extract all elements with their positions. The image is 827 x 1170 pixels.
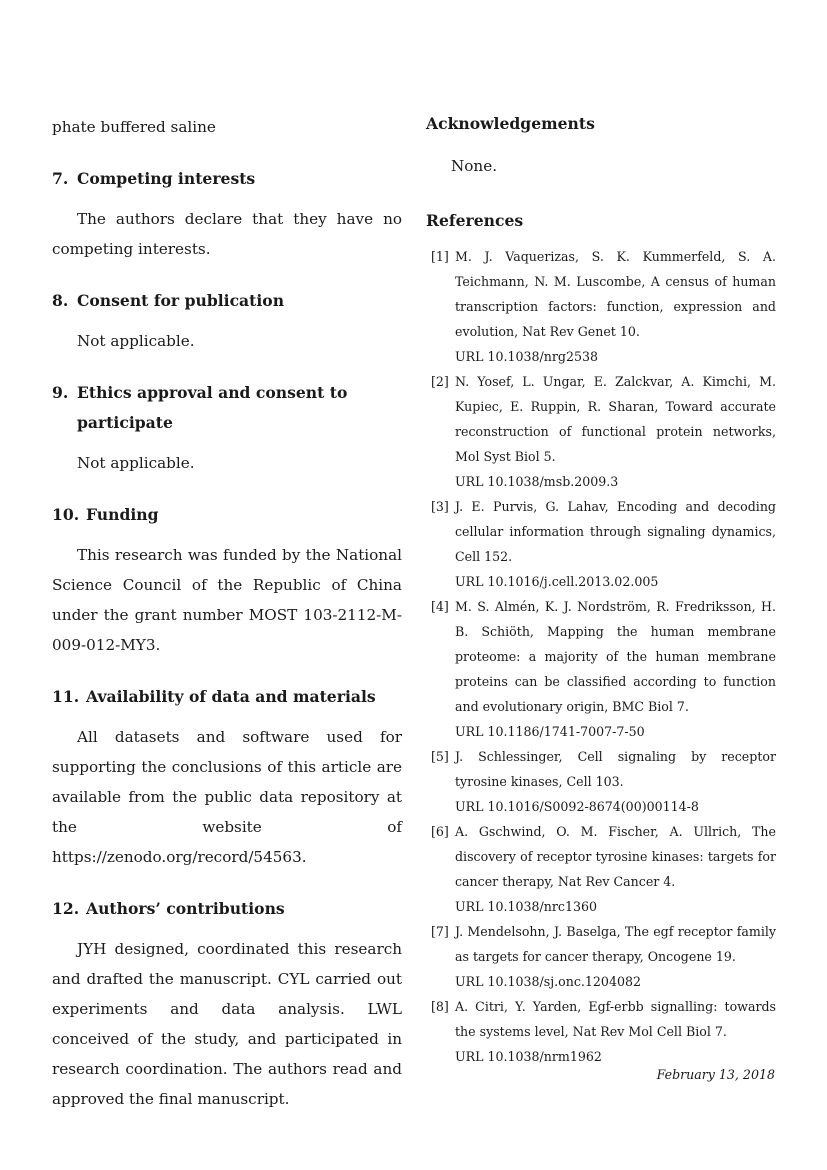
reference-text: A. Gschwind, O. M. Fischer, A. Ullrich, The discovery of receptor tyrosine kinases: targets for cancer therapy, Nat Rev Cancer 4.: [455, 824, 776, 889]
reference-number: [7]: [431, 924, 449, 939]
section-funding: [52, 500, 402, 660]
section-consent-for-publication: [52, 286, 402, 356]
reference-text: A. Citri, Y. Yarden, Egf-erbb signalling: towards the systems level, Nat Rev Mol Cell Biol 7.: [455, 999, 776, 1039]
reference-number: [5]: [431, 749, 449, 764]
reference-number: [6]: [431, 824, 449, 839]
reference-url[interactable]: URL 10.1016/S0092-8674(00)00114-8: [455, 799, 699, 814]
reference-url[interactable]: URL 10.1016/j.cell.2013.02.005: [455, 574, 659, 589]
section-number: 10.: [52, 505, 80, 524]
right-column: [426, 112, 776, 1069]
reference-number: [1]: [431, 249, 449, 264]
reference-url[interactable]: URL 10.1186/1741-7007-7-50: [455, 724, 645, 739]
acknowledgements-body: None.: [451, 157, 498, 175]
section-ethics-approval: [52, 378, 402, 478]
section-body: All datasets and software used for supporting the conclusions of this article are available from the public data repository at the website of https://zenodo.org/record/54563.: [52, 728, 402, 866]
reference-url[interactable]: URL 10.1038/nrc1360: [455, 899, 598, 914]
section-heading: [52, 500, 402, 530]
section-availability: [52, 682, 402, 872]
section-number: 8.: [52, 291, 69, 310]
section-heading: [52, 682, 402, 712]
section-number: 7.: [52, 169, 69, 188]
section-number: 11.: [52, 687, 80, 706]
reference-number: [4]: [431, 599, 449, 614]
section-title: Competing interests: [77, 169, 256, 188]
section-heading: [52, 286, 402, 316]
section-authors-contributions: [52, 894, 402, 1114]
reference-number: [2]: [431, 374, 449, 389]
reference-url[interactable]: URL 10.1038/nrm1962: [455, 1049, 602, 1064]
reference-item: [426, 244, 776, 369]
section-body: The authors declare that they have no competing interests.: [52, 210, 402, 258]
footer-date: February 13, 2018: [656, 1067, 775, 1082]
reference-item: [426, 594, 776, 744]
section-body: This research was funded by the National Science Council of the Republic of China under the grant number MOST 103-2112-M-009-012-MY3.: [52, 546, 402, 654]
reference-url[interactable]: URL 10.1038/nrg2538: [455, 349, 599, 364]
section-title: Consent for publication: [77, 291, 285, 310]
left-column: [52, 112, 402, 1114]
reference-item: [426, 819, 776, 919]
section-title: Availability of data and materials: [86, 687, 376, 706]
section-title: Authors’ contributions: [86, 899, 285, 918]
section-title: Funding: [86, 505, 159, 524]
reference-text: M. J. Vaquerizas, S. K. Kummerfeld, S. A. Teichmann, N. M. Luscombe, A census of human transcription factors: function, expression and evolution, Nat Rev Genet 10.: [455, 249, 776, 339]
reference-text: J. E. Purvis, G. Lahav, Encoding and decoding cellular information through signaling dynamics, Cell 152.: [455, 499, 776, 564]
reference-url[interactable]: URL 10.1038/msb.2009.3: [455, 474, 619, 489]
reference-text: J. Mendelsohn, J. Baselga, The egf receptor family as targets for cancer therapy, Oncogene 19.: [455, 924, 776, 964]
acknowledgements-heading: Acknowledgements: [426, 114, 595, 133]
reference-url[interactable]: URL 10.1038/sj.onc.1204082: [455, 974, 641, 989]
section-heading: [52, 894, 402, 924]
section-body: Not applicable.: [77, 332, 195, 350]
reference-text: M. S. Almén, K. J. Nordström, R. Fredriksson, H. B. Schiöth, Mapping the human membrane proteome: a majority of the human membrane proteins can be classified according to function and evolutionary origin, BMC Biol 7.: [455, 599, 776, 714]
section-heading: [52, 164, 402, 194]
section-number: 12.: [52, 899, 80, 918]
reference-item: [426, 919, 776, 994]
reference-text: J. Schlessinger, Cell signaling by receptor tyrosine kinases, Cell 103.: [455, 749, 776, 789]
section-competing-interests: [52, 164, 402, 264]
reference-text: N. Yosef, L. Ungar, E. Zalckvar, A. Kimchi, M. Kupiec, E. Ruppin, R. Sharan, Toward accurate reconstruction of functional protein networks, Mol Syst Biol 5.: [455, 374, 776, 464]
section-title: Ethics approval and consent to participate: [77, 383, 348, 432]
reference-number: [8]: [431, 999, 449, 1014]
section-number: 9.: [52, 383, 69, 402]
reference-number: [3]: [431, 499, 449, 514]
references-heading: References: [426, 211, 524, 230]
section-body: JYH designed, coordinated this research and drafted the manuscript. CYL carried out experiments and data analysis. LWL conceived of the study, and participated in research coordination. The authors read and approved the final manuscript.: [52, 940, 402, 1108]
reference-item: [426, 994, 776, 1069]
reference-item: [426, 744, 776, 819]
section-heading: [52, 378, 402, 438]
intro-fragment: phate buffered saline: [52, 118, 216, 136]
reference-list: [426, 244, 776, 1069]
section-body: Not applicable.: [77, 454, 195, 472]
reference-item: [426, 369, 776, 494]
reference-item: [426, 494, 776, 594]
